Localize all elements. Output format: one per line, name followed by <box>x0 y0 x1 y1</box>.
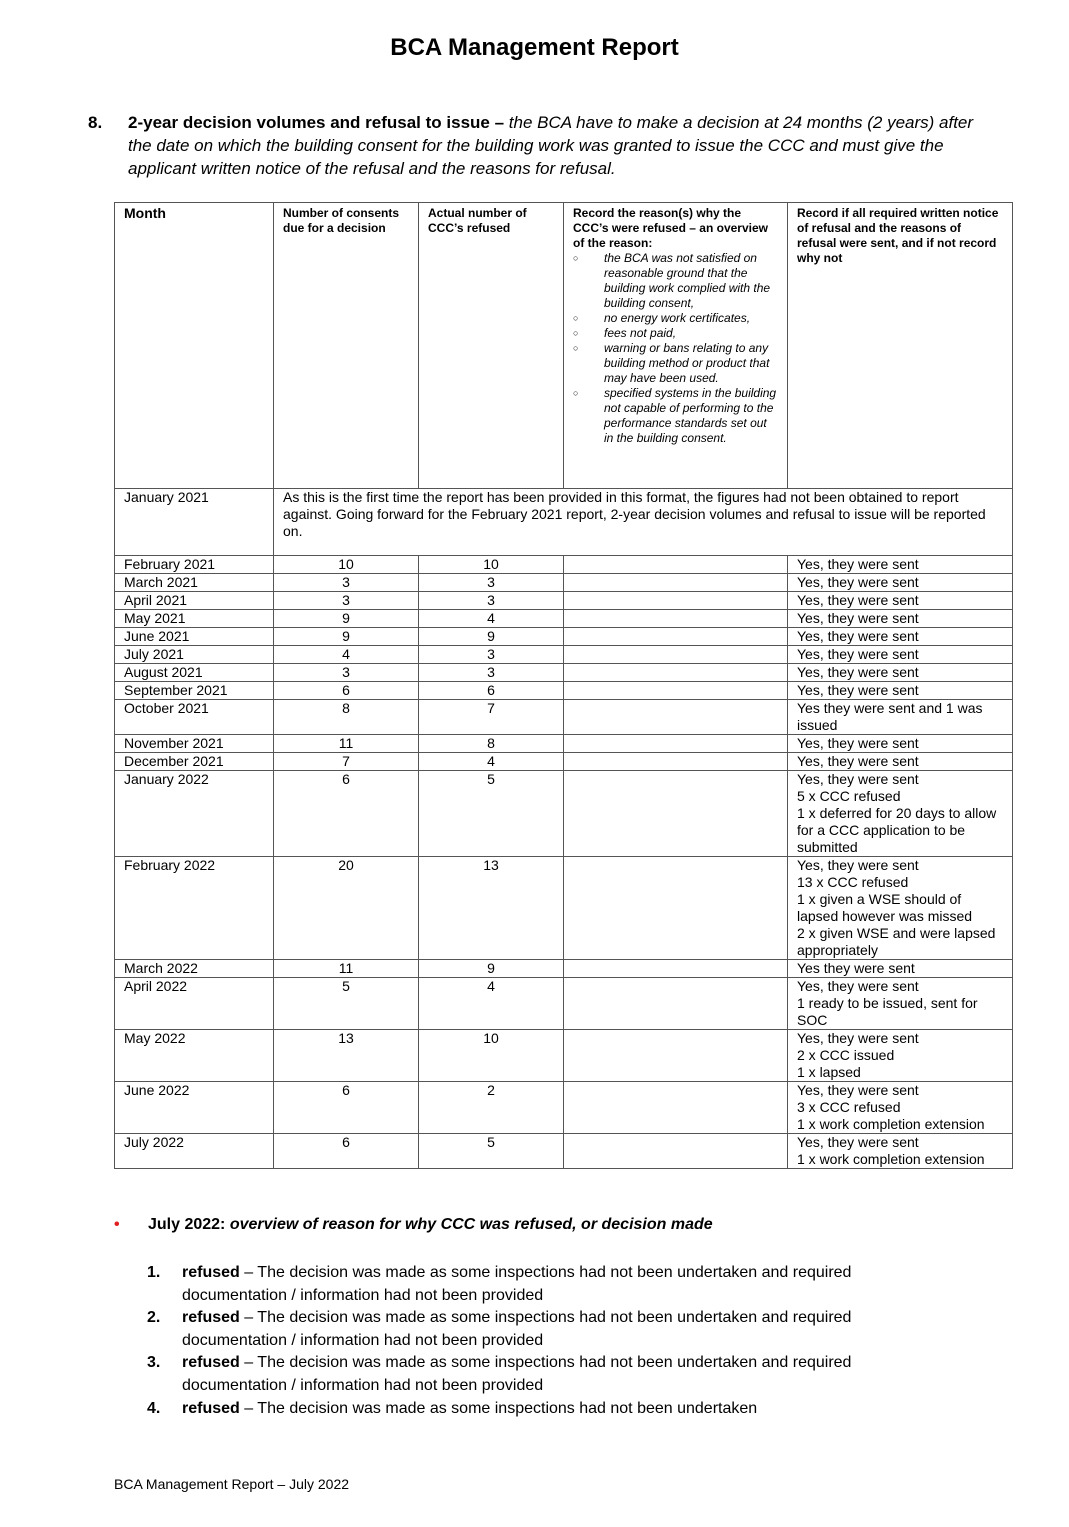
row-notice <box>788 700 1013 735</box>
row-refused: 4 <box>419 610 564 628</box>
row-month: October 2021 <box>115 700 274 735</box>
notice-line: 5 x CCC refused <box>797 788 901 804</box>
table-row <box>115 646 1013 664</box>
row-refused: 8 <box>419 735 564 753</box>
header-notice: Record if all required written notice of refusal and the reasons of refusal were sent, and if not record why not <box>788 203 1013 489</box>
overview-item-text: – The decision was made as some inspections had not been undertaken <box>239 1399 758 1417</box>
row-refused: 3 <box>419 646 564 664</box>
reason-bullet: ○ warning or bans relating to any building method or product that may have been used. <box>573 341 778 386</box>
row-due: 13 <box>274 1030 419 1082</box>
row-reason <box>564 592 788 610</box>
row-notice <box>788 978 1013 1030</box>
row-due: 11 <box>274 960 419 978</box>
row-refused: 9 <box>419 628 564 646</box>
overview-label: July 2022: <box>148 1216 226 1233</box>
row-refused: 5 <box>419 1134 564 1169</box>
row-month: March 2021 <box>115 574 274 592</box>
table-header-row <box>115 203 1013 489</box>
row-reason <box>564 978 788 1030</box>
row-reason <box>564 556 788 574</box>
row-month: June 2021 <box>115 628 274 646</box>
notice-line: 1 x work completion extension <box>797 1116 985 1132</box>
notice-line: 1 x lapsed <box>797 1064 861 1080</box>
overview-item <box>147 1398 927 1421</box>
overview-item-status: refused <box>182 1354 240 1372</box>
bullet-icon: • <box>114 1216 120 1233</box>
row-notice <box>788 1082 1013 1134</box>
reason-bullet: ○ no energy work certificates, <box>573 311 778 326</box>
overview-item-number: 1. <box>147 1264 161 1281</box>
row-refused: 3 <box>419 664 564 682</box>
row-due: 6 <box>274 771 419 857</box>
section-heading <box>128 111 978 180</box>
page-title: BCA Management Report <box>390 34 679 61</box>
row-due: 3 <box>274 664 419 682</box>
row-notice <box>788 664 1013 682</box>
row-month: July 2022 <box>115 1134 274 1169</box>
overview-item-text: – The decision was made as some inspections had not been undertaken and required documentation / information had not been provided <box>182 1354 852 1394</box>
overview-bullet <box>114 1216 713 1234</box>
table-row <box>115 857 1013 960</box>
row-notice <box>788 771 1013 857</box>
row-due: 9 <box>274 610 419 628</box>
row-due: 4 <box>274 646 419 664</box>
notice-line: 1 x deferred for 20 days to allow for a CCC application to be submitted <box>797 805 997 855</box>
row-month: January 2022 <box>115 771 274 857</box>
overview-item-text: – The decision was made as some inspections had not been undertaken and required documentation / information had not been provided <box>182 1264 852 1304</box>
row-month: April 2022 <box>115 978 274 1030</box>
notice-line: Yes, they were sent <box>797 682 919 698</box>
notice-line: Yes, they were sent <box>797 592 919 608</box>
row-notice <box>788 574 1013 592</box>
notice-line: Yes they were sent and 1 was issued <box>797 700 983 733</box>
notice-line: 1 x work completion extension <box>797 1151 985 1167</box>
row-notice <box>788 556 1013 574</box>
row-month: May 2022 <box>115 1030 274 1082</box>
row-refused: 6 <box>419 682 564 700</box>
note-row-text: As this is the first time the report has been provided in this format, the figures had not been obtained to report against. Going forward for the February 2021 report, 2-year decision volumes and refusal to issue will be reported on. <box>274 489 1013 556</box>
row-refused: 13 <box>419 857 564 960</box>
row-month: April 2021 <box>115 592 274 610</box>
notice-line: 13 x CCC refused <box>797 874 909 890</box>
overview-item-number: 3. <box>147 1354 161 1372</box>
row-refused: 3 <box>419 592 564 610</box>
row-reason <box>564 857 788 960</box>
header-refused: Actual number of CCC’s refused <box>419 203 564 489</box>
row-due: 6 <box>274 1082 419 1134</box>
table-row <box>115 1030 1013 1082</box>
reason-bullet: ○ the BCA was not satisfied on reasonable ground that the building work complied with the building consent, <box>573 251 778 311</box>
header-reason <box>564 203 788 489</box>
notice-line: Yes, they were sent <box>797 1030 919 1046</box>
row-due: 20 <box>274 857 419 960</box>
header-month: Month <box>115 203 274 489</box>
row-refused: 7 <box>419 700 564 735</box>
row-notice <box>788 628 1013 646</box>
notice-line: Yes, they were sent <box>797 857 919 873</box>
overview-item-text: – The decision was made as some inspections had not been undertaken and required documentation / information had not been provided <box>182 1309 852 1349</box>
row-due: 3 <box>274 592 419 610</box>
row-reason <box>564 1134 788 1169</box>
table-row <box>115 592 1013 610</box>
row-refused: 4 <box>419 753 564 771</box>
notice-line: Yes, they were sent <box>797 574 919 590</box>
row-due: 11 <box>274 735 419 753</box>
overview-item-number: 2. <box>147 1309 161 1327</box>
row-refused: 5 <box>419 771 564 857</box>
row-reason <box>564 646 788 664</box>
table-row <box>115 1082 1013 1134</box>
overview-item-number: 4. <box>147 1399 161 1417</box>
row-due: 10 <box>274 556 419 574</box>
notice-line: Yes they were sent <box>797 960 915 976</box>
row-notice <box>788 857 1013 960</box>
notice-line: 3 x CCC refused <box>797 1099 901 1115</box>
row-notice <box>788 592 1013 610</box>
row-month: February 2022 <box>115 857 274 960</box>
row-month: March 2022 <box>115 960 274 978</box>
notice-line: Yes, they were sent <box>797 771 919 787</box>
table-row <box>115 1134 1013 1169</box>
row-refused: 10 <box>419 556 564 574</box>
row-notice <box>788 646 1013 664</box>
table-row <box>115 682 1013 700</box>
row-notice <box>788 610 1013 628</box>
row-reason <box>564 700 788 735</box>
row-due: 8 <box>274 700 419 735</box>
reason-bullet: ○ specified systems in the building not capable of performing to the performance standards set out in the building consent. <box>573 386 778 446</box>
row-notice <box>788 735 1013 753</box>
row-due: 3 <box>274 574 419 592</box>
table-row <box>115 960 1013 978</box>
overview-list <box>147 1262 927 1420</box>
row-notice <box>788 753 1013 771</box>
overview-italic: overview of reason for why CCC was refused, or decision made <box>229 1216 713 1233</box>
notice-line: Yes, they were sent <box>797 556 919 572</box>
reason-bullet: ○ fees not paid, <box>573 326 778 341</box>
table-row <box>115 664 1013 682</box>
notice-line: Yes, they were sent <box>797 978 919 994</box>
row-due: 6 <box>274 682 419 700</box>
overview-item <box>147 1352 927 1397</box>
notice-line: 2 x given WSE and were lapsed appropriately <box>797 925 996 958</box>
row-reason <box>564 610 788 628</box>
decision-volumes-table <box>114 202 1013 1169</box>
row-reason <box>564 753 788 771</box>
section-heading-bold: 2-year decision volumes and refusal to issue – <box>128 113 505 132</box>
header-reason-label: Record the reason(s) why the CCC’s were refused – an overview of the reason: <box>573 206 768 250</box>
section-number: 8. <box>88 113 103 132</box>
overview-item-status: refused <box>182 1399 240 1417</box>
table-row <box>115 771 1013 857</box>
table-row <box>115 753 1013 771</box>
row-reason <box>564 664 788 682</box>
note-row <box>115 489 1013 556</box>
table-row <box>115 610 1013 628</box>
row-month: July 2021 <box>115 646 274 664</box>
row-reason <box>564 735 788 753</box>
row-notice <box>788 1134 1013 1169</box>
row-month: December 2021 <box>115 753 274 771</box>
notice-line: Yes, they were sent <box>797 1082 919 1098</box>
notice-line: Yes, they were sent <box>797 735 919 751</box>
row-refused: 10 <box>419 1030 564 1082</box>
row-reason <box>564 960 788 978</box>
overview-item-status: refused <box>182 1309 240 1327</box>
row-reason <box>564 574 788 592</box>
row-reason <box>564 771 788 857</box>
row-month: August 2021 <box>115 664 274 682</box>
table-row <box>115 556 1013 574</box>
section-heading-italic: the BCA have to make a decision at 24 months (2 years) after the date on which the building consent for the building work was granted to issue the CCC and must give the applicant written notice of the refusal and the reasons for refusal. <box>128 113 974 178</box>
row-refused: 3 <box>419 574 564 592</box>
header-due: Number of consents due for a decision <box>274 203 419 489</box>
row-month: February 2021 <box>115 556 274 574</box>
row-reason <box>564 1082 788 1134</box>
row-due: 9 <box>274 628 419 646</box>
row-reason <box>564 1030 788 1082</box>
table-row <box>115 628 1013 646</box>
overview-item <box>147 1307 927 1352</box>
row-month: June 2022 <box>115 1082 274 1134</box>
note-row-month: January 2021 <box>115 489 274 556</box>
notice-line: Yes, they were sent <box>797 664 919 680</box>
notice-line: Yes, they were sent <box>797 646 919 662</box>
row-notice <box>788 960 1013 978</box>
overview-item-status: refused <box>182 1264 240 1281</box>
row-due: 6 <box>274 1134 419 1169</box>
notice-line: Yes, they were sent <box>797 753 919 769</box>
notice-line: Yes, they were sent <box>797 1134 919 1150</box>
notice-line: Yes, they were sent <box>797 610 919 626</box>
reason-bullet-list <box>573 251 778 446</box>
table-row <box>115 978 1013 1030</box>
row-month: November 2021 <box>115 735 274 753</box>
page-footer: BCA Management Report – July 2022 <box>114 1476 350 1492</box>
row-month: May 2021 <box>115 610 274 628</box>
row-refused: 9 <box>419 960 564 978</box>
row-refused: 2 <box>419 1082 564 1134</box>
notice-line: 1 x given a WSE should of lapsed however was missed <box>797 891 973 924</box>
table-row <box>115 700 1013 735</box>
row-notice <box>788 682 1013 700</box>
notice-line: Yes, they were sent <box>797 628 919 644</box>
row-notice <box>788 1030 1013 1082</box>
row-refused: 4 <box>419 978 564 1030</box>
row-due: 5 <box>274 978 419 1030</box>
table-row <box>115 735 1013 753</box>
row-reason <box>564 628 788 646</box>
notice-line: 2 x CCC issued <box>797 1047 895 1063</box>
row-reason <box>564 682 788 700</box>
overview-item <box>147 1262 927 1307</box>
row-due: 7 <box>274 753 419 771</box>
table-row <box>115 574 1013 592</box>
row-month: September 2021 <box>115 682 274 700</box>
notice-line: 1 ready to be issued, sent for SOC <box>797 995 978 1028</box>
section-8 <box>88 111 978 180</box>
